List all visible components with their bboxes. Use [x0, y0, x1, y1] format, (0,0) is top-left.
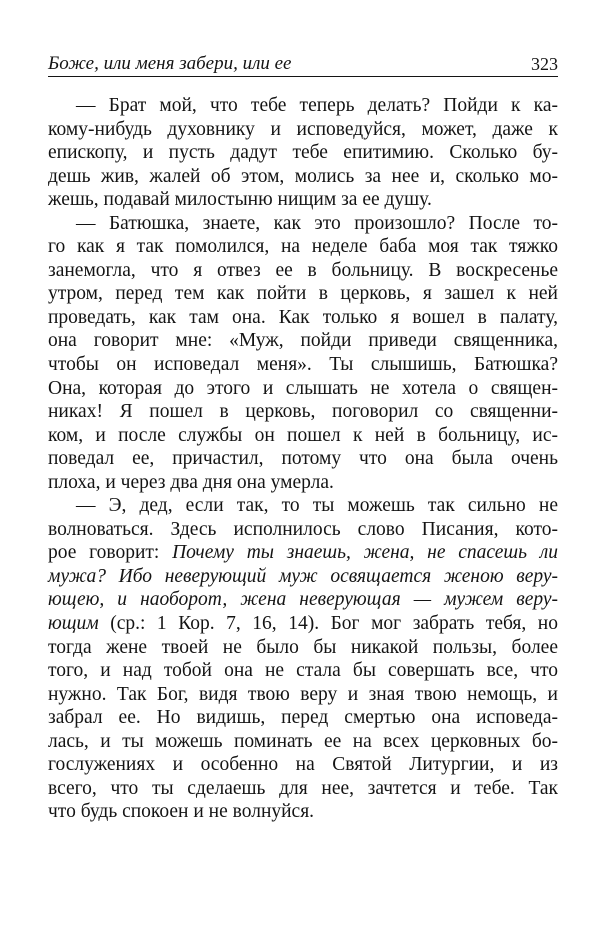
text-run: жешь, подавай милостыню нищим за ее душу.	[48, 189, 432, 211]
text-line	[48, 94, 558, 118]
text-line	[48, 565, 558, 589]
text-line	[48, 588, 558, 612]
text-line	[48, 165, 558, 189]
text-run: — Брат мой, что тебе теперь делать? Пойди к ка-	[76, 95, 558, 116]
text-line	[48, 306, 558, 330]
text-line	[48, 447, 558, 471]
text-run: волноваться. Здесь исполнилось слово Писания, кото-	[48, 518, 558, 540]
text-run: Она, которая до этого и слышать не хотела о священ-	[48, 377, 558, 399]
text-run: забрал ее. Но видишь, перед смертью она исповеда-	[48, 707, 558, 729]
text-line	[48, 400, 558, 424]
italic-quote: Почему ты знаешь, жена, не спасешь ли	[172, 542, 558, 564]
text-run: кому-нибудь духовнику и исповедуйся, может, даже к	[48, 118, 558, 140]
page-number: 323	[531, 54, 558, 74]
text-run: чтобы он исповедал меня». Ты слышишь, Батюшка?	[48, 354, 558, 376]
text-run: что будь спокоен и не волнуйся.	[48, 801, 315, 823]
text-line	[48, 212, 558, 236]
text-run: ком, и после службы он пошел к ней в больницу, ис-	[48, 424, 558, 446]
text-run: епископу, и пусть дадут тебе епитимию. Сколько бу-	[48, 142, 558, 164]
text-line	[48, 612, 558, 636]
text-run: — Батюшка, знаете, как это произошло? После то-	[76, 212, 558, 234]
text-run: тогда жене твоей не было бы никакой пользы, более	[48, 636, 558, 658]
text-line	[48, 683, 558, 707]
text-run: плоха, и через два дня она умерла.	[48, 471, 334, 493]
text-line	[48, 118, 558, 142]
text-line	[48, 235, 558, 259]
running-title: Боже, или меня забери, или ее	[48, 53, 292, 74]
text-run: гослужениях и особенно на Святой Литургии, и из	[48, 754, 558, 776]
text-run: го как я так помолился, на неделе баба моя так тяжко	[48, 236, 558, 258]
text-line	[48, 471, 558, 495]
text-run: утром, перед тем как пойти в церковь, я зашел к ней	[48, 283, 558, 305]
text-run: — Э, дед, если так, то ты можешь так сильно не	[76, 495, 558, 517]
text-line	[48, 753, 558, 777]
text-line	[48, 329, 558, 353]
text-line	[48, 494, 558, 518]
text-line	[48, 777, 558, 801]
text-line	[48, 730, 558, 754]
text-line	[48, 282, 558, 306]
text-run: нужно. Так Бог, видя твою веру и зная твою немощь, и	[48, 683, 558, 705]
text-line	[48, 259, 558, 283]
text-run: рое говорит:	[48, 542, 173, 564]
text-run: всего, что ты сделаешь для нее, зачтется и тебе. Так	[48, 777, 558, 799]
text-line	[48, 141, 558, 165]
text-line	[48, 353, 558, 377]
italic-quote: мужа? Ибо неверующий муж освящается женою веру-	[48, 565, 558, 587]
text-line	[48, 188, 558, 212]
text-run: того, и над тобой она не стала бы совершать все, что	[48, 660, 558, 682]
text-line	[48, 706, 558, 730]
text-run: занемогла, что я отвез ее в больницу. В воскресенье	[48, 259, 558, 281]
text-line	[48, 659, 558, 683]
text-run: она говорит мне: «Муж, пойди приведи священника,	[48, 330, 558, 352]
text-run: лась, и ты можешь поминать ее на всех церковных бо-	[48, 730, 558, 752]
text-run: никах! Я пошел в церковь, поговорил со священни-	[48, 401, 558, 423]
text-line	[48, 541, 558, 565]
text-line	[48, 377, 558, 401]
running-head	[48, 52, 558, 76]
text-run: проведать, как там она. Как только я вошел в палату,	[48, 306, 558, 328]
text-line	[48, 800, 558, 824]
text-run: поведал ее, причастил, потому что она была очень	[48, 448, 558, 470]
header-rule	[48, 76, 558, 77]
text-run: дешь жив, жалей об этом, молись за нее и, сколько мо-	[48, 165, 558, 187]
italic-quote: ющим	[48, 613, 99, 635]
text-line	[48, 518, 558, 542]
text-line	[48, 424, 558, 448]
text-line	[48, 636, 558, 660]
text-run: (ср.: 1 Кор. 7, 16, 14). Бог мог забрать тебя, но	[98, 613, 558, 635]
body-text	[48, 94, 558, 824]
italic-quote: ющею, и наоборот, жена неверующая — мужем веру-	[48, 589, 558, 611]
